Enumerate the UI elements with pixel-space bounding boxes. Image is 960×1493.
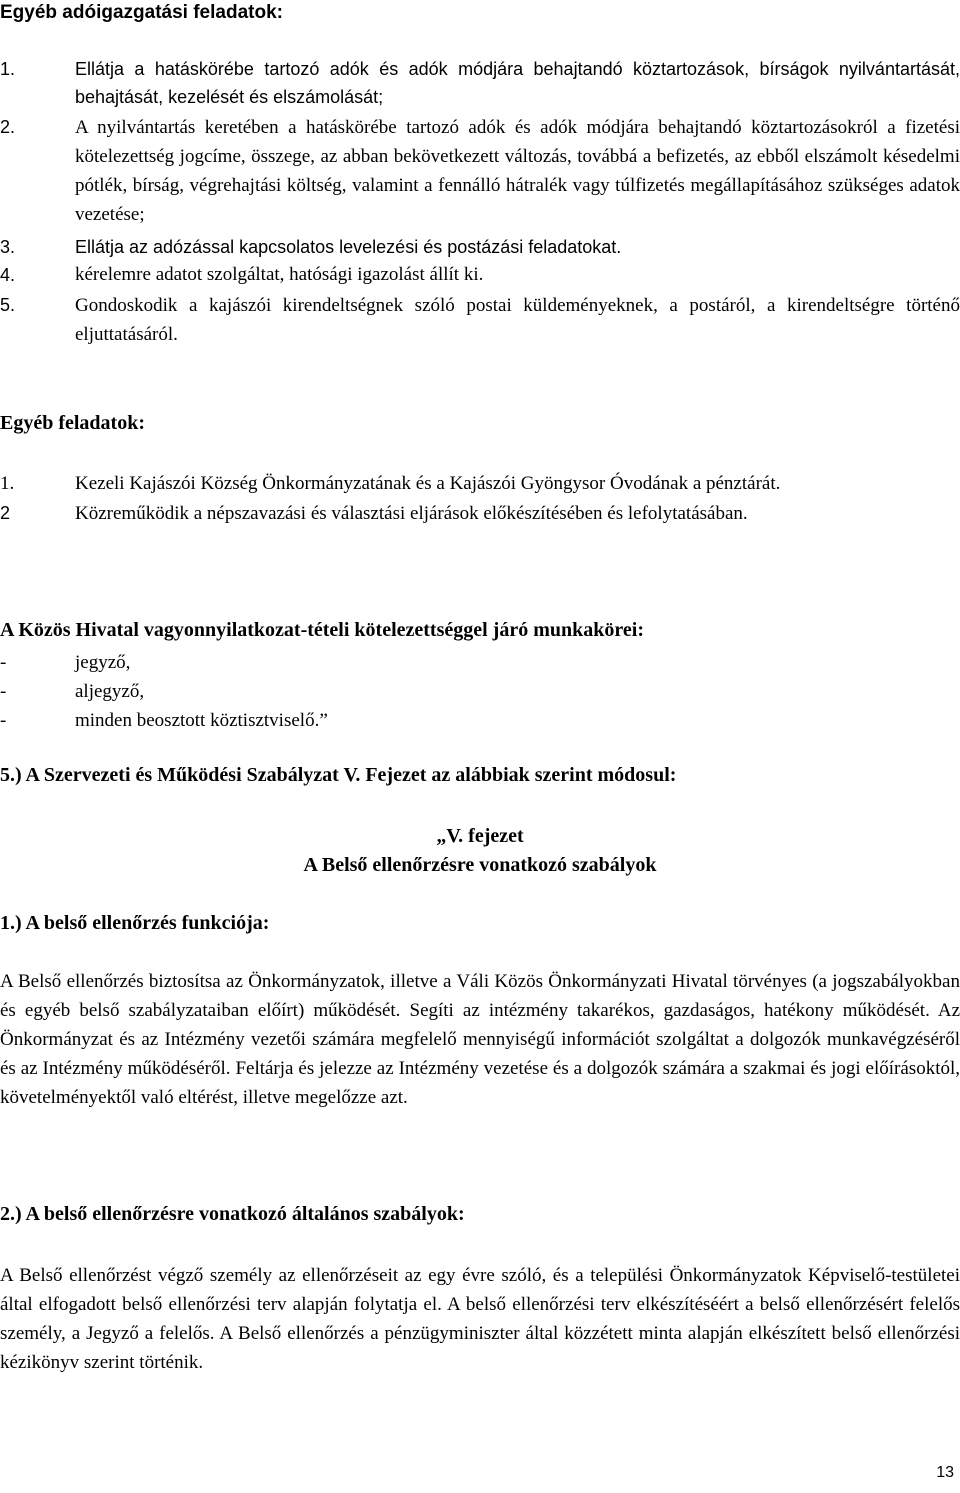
list-item-text: Kezeli Kajászói Község Önkormányzatának és a Kajászói Gyöngysor Óvodának a pénztárát. — [75, 473, 781, 494]
list-item-text: Gondoskodik a kajászói kirendeltségnek szóló postai küldeményeknek, a postáról, a kirendeltségre történő eljuttatásáról. — [75, 295, 960, 345]
list-item — [0, 55, 960, 111]
list-item — [0, 648, 960, 677]
funkcio-section — [0, 912, 960, 935]
list-item-dash: - — [0, 652, 7, 673]
list-item-number: 1. — [0, 59, 16, 79]
list-item-number: 1. — [0, 473, 15, 494]
list-item-number: 2. — [0, 117, 16, 137]
list-item-text: kérelemre adatot szolgáltat, hatósági igazolást állít ki. — [75, 264, 484, 285]
egyeb-section — [0, 412, 960, 435]
adoigazgatasi-section — [0, 2, 960, 24]
list-item-number: 3. — [0, 237, 16, 257]
vagyon-list — [0, 648, 960, 735]
funkcio-body — [0, 967, 960, 1112]
list-item-text: minden beosztott köztisztviselő.” — [75, 710, 328, 731]
vagyon-section — [0, 619, 960, 642]
list-item — [0, 261, 960, 289]
szmsz-section — [0, 764, 960, 787]
funkcio-paragraph: A Belső ellenőrzés biztosítsa az Önkormányzatok, illetve a Váli Közös Önkormányzati Hivatal törvényes (a jogszabályokban és egyéb belső szabályzataiban előírt) működését. Segíti az intézmény takarékos, gazdaságos, hatékony működését. Az Önkormányzat és az Intézmény vezetői számára megfelelő mennyiségű információt szolgáltat a dolgozók munkavégzéséről és az Intézmény működéséről. Feltárja és jelezze az Intézmény vezetése és a dolgozók számára a szakmai és jogi előírásoktól, követelményektől való eltérést, illetve megelőzze azt. — [0, 971, 960, 1108]
list-item-dash: - — [0, 681, 7, 702]
funkcio-heading: 1.) A belső ellenőrzés funkciója: — [0, 912, 270, 934]
list-item-text: Ellátja a hatáskörébe tartozó adók és adók módjára behajtandó köztartozások, bírságok nyilvántartását, behajtását, kezelését és elszámolását; — [75, 59, 960, 107]
list-item-number: 5. — [0, 295, 16, 315]
list-item — [0, 706, 960, 735]
adoigazgatasi-list — [0, 55, 960, 349]
list-item — [0, 291, 960, 349]
egyeb-heading: Egyéb feladatok: — [0, 412, 145, 434]
chapter-title: A Belső ellenőrzésre vonatkozó szabályok — [303, 854, 657, 876]
egyeb-list — [0, 469, 960, 528]
list-item-text: Közreműködik a népszavazási és választási eljárások előkészítésében és lefolytatásában. — [75, 503, 748, 524]
page-number: 13 — [936, 1464, 954, 1481]
list-item-number: 4. — [0, 265, 16, 285]
list-item-text: jegyző, — [75, 652, 131, 673]
szmsz-heading: 5.) A Szervezeti és Működési Szabályzat V. Fejezet az alábbiak szerint módosul: — [0, 764, 677, 786]
list-item — [0, 233, 960, 261]
altalanos-paragraph: A Belső ellenőrzést végző személy az ellenőrzéseit az egy évre szóló, és a települési Önkormányzatok Képviselő-testületei által elfogadott belső ellenőrzési terv alapján folytatja el. A belső ellenőrzési terv elkészítéséért a belső ellenőrzésért felelős személy, a Jegyző a felelős. A Belső ellenőrzés a pénzügyminiszter által közzétett minta alapján elkészített belső ellenőrzési kézikönyv szerint történik. — [0, 1265, 960, 1373]
list-item — [0, 677, 960, 706]
list-item-text: A nyilvántartás keretében a hatáskörébe tartozó adók és adók módjára behajtandó köztartozásokról a fizetési kötelezettség jogcíme, összege, az abban bekövetkezett változás, továbbá a befizetés, az ebből elszámolt késedelmi pótlék, bírság, végrehajtási költség, valamint a fennálló hátralék vagy túlfizetés megállapításához szükséges adatok vezetése; — [75, 117, 960, 225]
vagyon-heading: A Közös Hivatal vagyonnyilatkozat-tételi kötelezettséggel járó munkakörei: — [0, 619, 644, 641]
altalanos-section — [0, 1203, 960, 1226]
list-item — [0, 499, 960, 528]
list-item — [0, 469, 960, 498]
chapter-block — [0, 822, 960, 880]
adoigazgatasi-heading: Egyéb adóigazgatási feladatok: — [0, 2, 283, 23]
list-item-text: aljegyző, — [75, 681, 145, 702]
chapter-number: „V. fejezet — [436, 825, 524, 847]
list-item-text: Ellátja az adózással kapcsolatos levelezési és postázási feladatokat. — [75, 237, 622, 257]
list-item — [0, 113, 960, 229]
altalanos-heading: 2.) A belső ellenőrzésre vonatkozó általános szabályok: — [0, 1203, 465, 1225]
list-item-number: 2 — [0, 503, 11, 523]
altalanos-body — [0, 1261, 960, 1377]
list-item-dash: - — [0, 710, 7, 731]
